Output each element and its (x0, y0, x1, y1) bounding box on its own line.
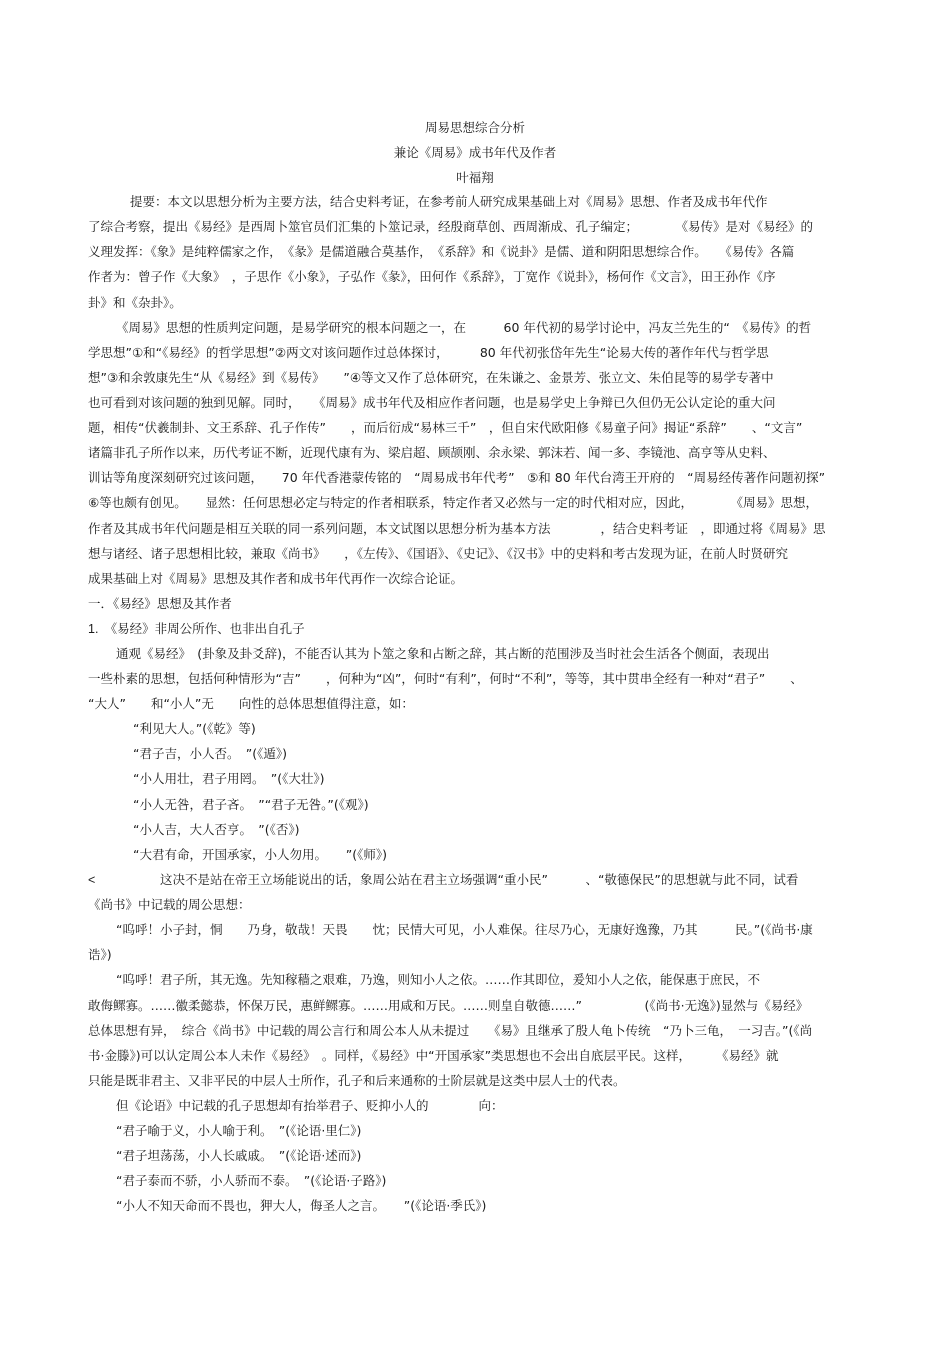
paragraph-line: 《周易》思想的性质判定问题，是易学研究的根本问题之一，在 60 年代初的易学讨论中，冯友兰先生的“ 《易传》的哲 (116, 320, 812, 335)
paragraph-line: 也可看到对该问题的独到见解。同时， 《周易》成书年代及相应作者问题，也是易学史上争辩已久但仍无公认定论的重大问 (88, 395, 776, 410)
paragraph-line: 想与诸经、诸子思想相比较，兼取《尚书》 ，《左传》、《国语》、《史记》、《汉书》中的史料和考古发现为证，在前人时贤研究 (88, 546, 789, 561)
quote-line: “小人用壮，君子用罔。 ”(《大壮》) (133, 771, 325, 786)
quote-line: “小人无咎，君子吝。 ”“君子无咎。”(《观》) (133, 797, 369, 812)
quote-line: “小人不知天命而不畏也，狎大人，侮圣人之言。 ”(《论语·季氏》) (116, 1198, 487, 1213)
paragraph-line: 学思想”①和“《易经》的哲学思想”②两文对该问题作过总体探讨， 80 年代初张岱年先生“论易大传的著作年代与哲学思 (88, 345, 769, 360)
abstract-line: 卦》和《杂卦》。 (88, 295, 182, 310)
paragraph-line: 只能是既非君主、又非平民的中层人士所作，孔子和后来通称的士阶层就是这类中层人士的代表。 (88, 1073, 626, 1088)
paragraph-line: 总体思想有异， 综合《尚书》中记载的周公言行和周公本人从未提过 《易》且继承了殷人龟卜传统 “乃卜三龟， 一习吉。”(《尚 (88, 1023, 813, 1038)
paragraph-line: 训诂等角度深刻研究过该问题， 70 年代香港蒙传铭的 “周易成书年代考” ⑤和 80 年代台湾王开府的 “周易经传著作问题初探” (88, 470, 826, 485)
quote-line: “利见大人。”(《乾》等) (133, 721, 256, 736)
paragraph-line: 这决不是站在帝王立场能说出的话，象周公站在君主立场强调“重小民” 、“敬德保民”的思想就与此不同，试看 (160, 872, 799, 887)
abstract-line: 提要：本文以思想分析为主要方法，结合史料考证，在参考前人研究成果基础上对《周易》思想、作者及成书年代作 (130, 194, 768, 209)
abstract-line: 了综合考察，提出《易经》是西周卜筮官员们汇集的卜筮记录，经殷商草创、西周渐成、孔子编定； 《易传》是对《易经》的 (88, 219, 814, 234)
quote-line: “呜呼！小子封，恫 乃身，敬哉！天畏 忱；民情大可见，小人难保。往尽乃心，无康好逸豫，乃其 民。”(《尚书·康 (116, 922, 813, 937)
subsection-heading: 1. 《易经》非周公所作、也非出自孔子 (88, 622, 305, 636)
abstract-line: 义理发挥：《象》是纯粹儒家之作， 《彖》是儒道融合莫基作， 《系辞》和《说卦》是儒、道和阴阳思想综合作。 《易传》各篇 (88, 244, 795, 259)
quote-line: “大君有命，开国承家，小人勿用。 ”(《师》) (133, 847, 387, 862)
paragraph-line: 诸篇非孔子所作以来，历代考证不断，近现代康有为、梁启超、顾颉刚、余永梁、郭沫若、闻一多、李镜池、高亨等从史料、 (88, 445, 776, 460)
quote-line: “小人吉，大人否亨。 ”(《否》) (133, 822, 300, 837)
stray-mark: < (88, 873, 96, 887)
quote-line: “呜呼！君子所，其无逸。先知稼穑之艰难，乃逸，则知小人之依。……作其即位，爰知小人之依，能保惠于庶民，不 (116, 972, 760, 987)
paragraph-line: 通观《易经》 (卦象及卦爻辞)，不能否认其为卜筮之象和占断之辞，其占断的范围涉及当时社会生活各个侧面，表现出 (116, 646, 770, 661)
abstract-line: 作者为：曾子作《大象》 ，子思作《小象》，子弘作《彖》，田何作《系辞》，丁宽作《说卦》，杨何作《文言》，田王孙作《序 (88, 269, 776, 284)
paragraph-line: 作者及其成书年代问题是相互关联的同一系列问题，本文试图以思想分析为基本方法 ，结合史料考证 ，即通过将《周易》思 (88, 521, 826, 536)
paragraph-line: “大人” 和“小人”无 向性的总体思想值得注意，如： (88, 696, 414, 711)
document-author: 叶福翔 (456, 170, 494, 185)
paragraph-line: 题，相传“伏羲制卦、文王系辞、孔子作传” ，而后衍成“易林三千” ，但自宋代欧阳修《易童子问》揭证“系辞” 、“文言” (88, 420, 803, 435)
quote-line: “君子吉，小人否。 ”(《遁》) (133, 746, 287, 761)
document-subtitle: 兼论《周易》成书年代及作者 (393, 145, 557, 160)
document-title: 周易思想综合分析 (424, 120, 525, 135)
section-heading: 一．《易经》思想及其作者 (88, 596, 232, 611)
paragraph-line: 一些朴素的思想，包括何种情形为“吉” ，何种为“凶”，何时“有利”，何时“不利”，等等，其中贯串全经有一种对“君子” 、 (88, 671, 803, 686)
paragraph-line: 《尚书》中记载的周公思想： (88, 897, 251, 912)
paragraph-line: 书·金滕》)可以认定周公本人未作《易经》 。同样，《易经》中“开国承家”类思想也不会出自底层平民。这样， 《易经》就 (88, 1048, 779, 1063)
quote-line: “君子喻于义，小人喻于利。 ”(《论语·里仁》) (116, 1123, 362, 1138)
paragraph-line: 敢侮鳏寡。……徽柔懿恭，怀保万民，惠鲜鳏寡。……用咸和万民。……则皇自敬德……” (《尚书·无逸》)显然与《易经》 (88, 998, 809, 1013)
paragraph-line: 想”③和余敦康先生“从《易经》到《易传》 ”④等文又作了总体研究，在朱谦之、金景芳、张立文、朱伯昆等的易学专著中 (88, 370, 774, 385)
paragraph-line: 但《论语》中记载的孔子思想却有抬举君子、贬抑小人的 向： (116, 1098, 504, 1113)
paragraph-line: ⑥等也颇有创见。 显然：任何思想必定与特定的作者相联系，特定作者又必然与一定的时代相对应，因此， 《周易》思想， (88, 495, 818, 510)
quote-line: “君子坦荡荡，小人长戚戚。 ”(《论语·述而》) (116, 1148, 362, 1163)
paragraph-line: 成果基础上对《周易》思想及其作者和成书年代再作一次综合论证。 (88, 571, 464, 586)
quote-line: “君子泰而不骄，小人骄而不泰。 ”(《论语·子路》) (116, 1173, 387, 1188)
quote-line: 诰》) (88, 947, 112, 962)
